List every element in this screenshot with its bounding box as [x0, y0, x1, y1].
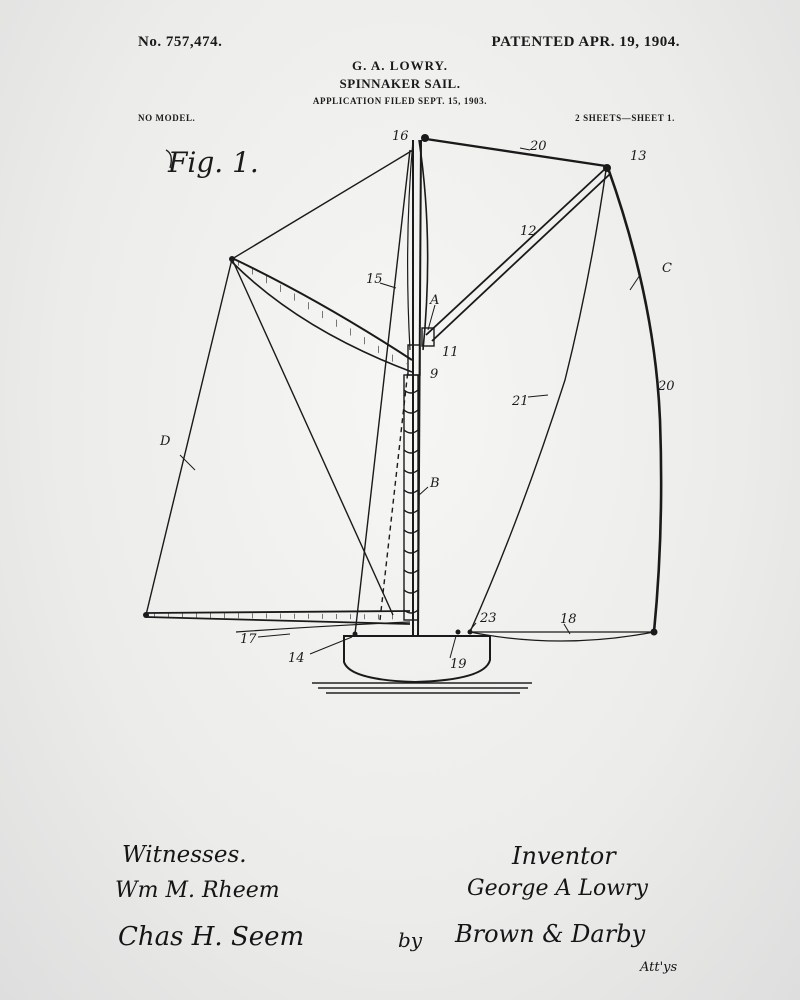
no-model-note: NO MODEL.: [138, 113, 196, 123]
label-9: 9: [430, 367, 439, 382]
by-label: by: [398, 928, 423, 952]
patent-date: PATENTED APR. 19, 1904.: [491, 34, 680, 50]
inventor-heading: Inventor: [512, 842, 616, 870]
attys-label: Att'ys: [640, 960, 678, 975]
label-23: 23: [480, 611, 497, 626]
top-gaff: [426, 139, 606, 166]
label-d: D: [160, 434, 171, 449]
witness-2-signature: Chas H. Seem: [118, 922, 305, 952]
label-12: 12: [520, 224, 537, 239]
sail-d: [146, 150, 413, 634]
label-a: A: [430, 293, 440, 308]
inventor-header: G. A. LOWRY.: [352, 58, 448, 73]
label-20-top: 20: [530, 139, 547, 154]
spar-12: [422, 168, 610, 346]
patent-title: SPINNAKER SAIL.: [339, 76, 461, 91]
boat-hull: [344, 636, 490, 682]
label-15: 15: [366, 272, 383, 287]
label-14: 14: [288, 651, 305, 666]
label-b: B: [430, 476, 440, 491]
label-11: 11: [442, 345, 459, 360]
patent-number: No. 757,474.: [138, 34, 223, 50]
sheets-note: 2 SHEETS—SHEET 1.: [575, 113, 675, 123]
lower-boom: [143, 611, 410, 632]
label-13: 13: [630, 149, 647, 164]
label-18: 18: [560, 612, 577, 627]
water-lines: [312, 683, 532, 693]
label-20-right: 20: [658, 379, 675, 394]
figure-label: Fig. 1.: [168, 146, 259, 179]
sail-c: [470, 168, 661, 641]
witnesses-heading: Witnesses.: [122, 842, 247, 868]
label-16: 16: [392, 129, 409, 144]
label-21: 21: [512, 394, 529, 409]
attorneys-signature: Brown & Darby: [455, 920, 646, 948]
label-19: 19: [450, 657, 467, 672]
witness-1-signature: Wm M. Rheem: [115, 878, 280, 903]
application-filed: APPLICATION FILED SEPT. 15, 1903.: [312, 96, 488, 106]
inventor-signature: George A Lowry: [467, 876, 648, 901]
label-c: C: [662, 261, 672, 276]
label-17: 17: [240, 632, 257, 647]
leader-lines: [180, 148, 640, 658]
